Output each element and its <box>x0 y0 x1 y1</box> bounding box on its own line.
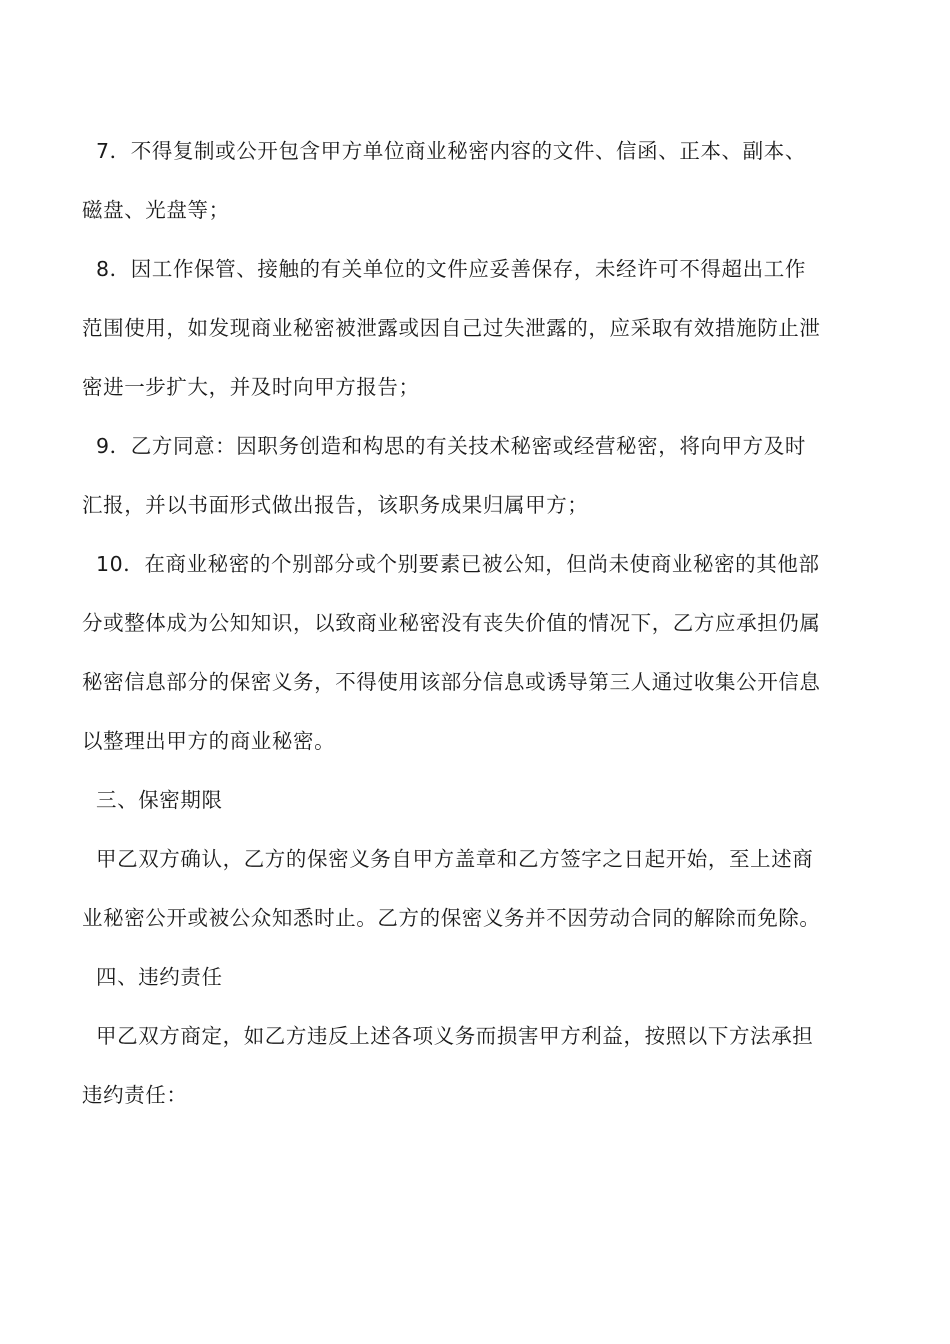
clause-7-line-2: 磁盘、光盘等； <box>82 198 230 222</box>
clause-10-line-4: 以整理出甲方的商业秘密。 <box>82 729 336 753</box>
confidentiality-period-line-1: 甲乙双方确认，乙方的保密义务自甲方盖章和乙方签字之日起开始，至上述商 <box>96 847 814 871</box>
clause-10-line-3: 秘密信息部分的保密义务，不得使用该部分信息或诱导第三人通过收集公开信息 <box>82 670 821 694</box>
clause-8-line-1: 8．因工作保管、接触的有关单位的文件应妥善保存，未经许可不得超出工作 <box>96 257 806 281</box>
clause-8-line-2: 范围使用，如发现商业秘密被泄露或因自己过失泄露的，应采取有效措施防止泄 <box>82 316 821 340</box>
clause-8-line-3: 密进一步扩大，并及时向甲方报告； <box>82 375 420 399</box>
document-body <box>82 122 872 1125</box>
clause-10-line-1: 10．在商业秘密的个别部分或个别要素已被公知，但尚未使商业秘密的其他部 <box>96 552 820 576</box>
clause-10-line-2: 分或整体成为公知知识，以致商业秘密没有丧失价值的情况下，乙方应承担仍属 <box>82 611 821 635</box>
section-heading-confidentiality-period: 三、保密期限 <box>96 788 223 812</box>
liability-line-2: 违约责任： <box>82 1083 188 1107</box>
clause-9-line-1: 9．乙方同意：因职务创造和构思的有关技术秘密或经营秘密，将向甲方及时 <box>96 434 806 458</box>
clause-9-line-2: 汇报，并以书面形式做出报告，该职务成果归属甲方； <box>82 493 589 517</box>
liability-line-1: 甲乙双方商定，如乙方违反上述各项义务而损害甲方利益，按照以下方法承担 <box>96 1024 814 1048</box>
section-heading-liability: 四、违约责任 <box>96 965 223 989</box>
confidentiality-period-line-2: 业秘密公开或被公众知悉时止。乙方的保密义务并不因劳动合同的解除而免除。 <box>82 906 821 930</box>
clause-7-line-1: 7．不得复制或公开包含甲方单位商业秘密内容的文件、信函、正本、副本、 <box>96 139 806 163</box>
